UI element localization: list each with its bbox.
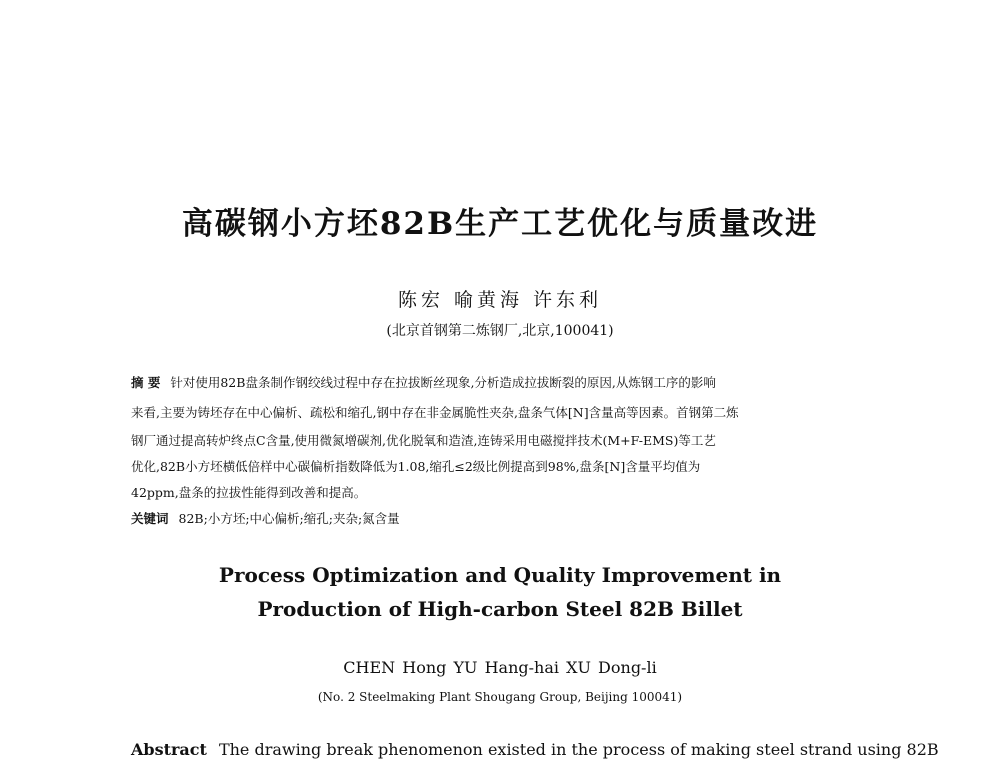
chinese-keywords [131,510,876,527]
chinese-keywords-label: 关键词 [131,511,169,526]
chinese-abstract-line: 优化,82B小方坯横低倍样中心碳偏析指数降低为1.08,缩孔≤2级比例提高到98%,盘条[N]含量平均值为 [131,459,701,474]
chinese-keywords-text: 82B;小方坯;中心偏析;缩孔;夹杂;氮含量 [178,511,400,526]
english-authors: CHEN Hong YU Hang-hai XU Dong-li [343,658,657,677]
chinese-abstract-text: 针对使用82B盘条制作钢绞线过程中存在拉拔断丝现象,分析造成拉拔断裂的原因,从炼钢工序的影响 [170,375,716,390]
chinese-affiliation: (北京首钢第二炼钢厂,北京,100041) [386,323,614,339]
chinese-title: 高碳钢小方坯82B生产工艺优化与质量改进 [181,206,819,242]
chinese-abstract-label: 摘 要 [131,375,161,390]
english-abstract-text: The drawing break phenomenon existed in the process of making steel strand using 82B [218,740,939,759]
chinese-abstract-line: 42ppm,盘条的拉拔性能得到改善和提高。 [131,485,367,500]
chinese-abstract-line: 钢厂通过提高转炉终点C含量,使用微氮增碳剂,优化脱氧和造渣,连铸采用电磁搅拌技术(M+F-EMS)等工艺 [131,433,716,448]
english-title-line-2: Production of High-carbon Steel 82B Billet [257,597,743,621]
english-abstract [131,740,939,759]
chinese-abstract-line: 来看,主要为铸坯存在中心偏析、疏松和缩孔,钢中存在非金属脆性夹杂,盘条气体[N]含量高等因素。首钢第二炼 [131,405,739,420]
chinese-abstract-line [131,374,876,391]
english-title-line-1: Process Optimization and Quality Improvement in [218,563,782,587]
english-affiliation: (No. 2 Steelmaking Plant Shougang Group, Beijing 100041) [317,690,683,704]
chinese-authors: 陈宏 喻黄海 许东利 [397,289,603,311]
english-abstract-label: Abstract [131,740,207,759]
